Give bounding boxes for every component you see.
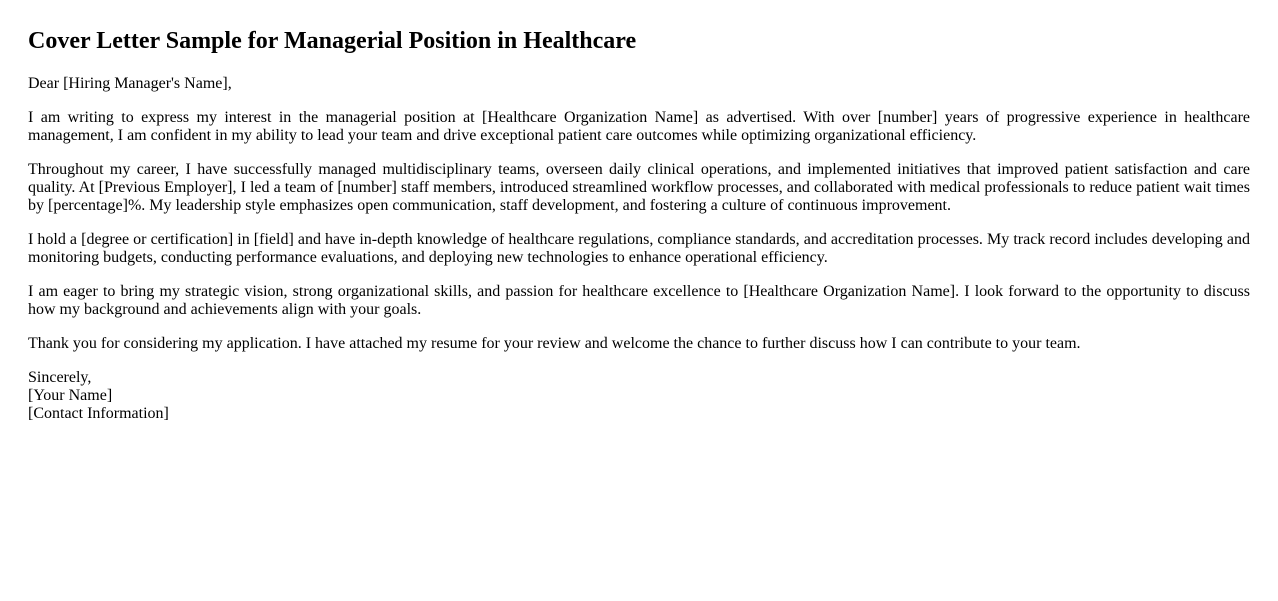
- letter-paragraph-qualifications: I hold a [degree or certification] in [field] and have in-depth knowledge of healthcare regulations, compliance standards, and accreditation processes. My track record includes developing and monitoring budgets, conducting performance evaluations, and deploying new technologies to enhance operational efficiency.: [28, 231, 1250, 266]
- closing-signoff: Sincerely,: [28, 369, 92, 386]
- letter-closing: [28, 369, 1250, 423]
- closing-contact: [Contact Information]: [28, 405, 169, 422]
- letter-paragraph-thanks: Thank you for considering my application. I have attached my resume for your review and welcome the chance to further discuss how I can contribute to your team.: [28, 335, 1081, 352]
- letter-paragraph-experience: Throughout my career, I have successfully managed multidisciplinary teams, overseen daily clinical operations, and implemented initiatives that improved patient satisfaction and care quality. At [Previous Employer], I led a team of [number] staff members, introduced streamlined workflow processes, and collaborated with medical professionals to reduce patient wait times by [percentage]%. My leadership style emphasizes open communication, staff development, and fostering a culture of continuous improvement.: [28, 161, 1250, 214]
- letter-paragraph-motivation: I am eager to bring my strategic vision, strong organizational skills, and passion for healthcare excellence to [Healthcare Organization Name]. I look forward to the opportunity to discuss how my background and achievements align with your goals.: [28, 283, 1250, 318]
- letter-greeting: Dear [Hiring Manager's Name],: [28, 75, 232, 92]
- closing-name: [Your Name]: [28, 387, 113, 404]
- page-title: Cover Letter Sample for Managerial Position in Healthcare: [28, 28, 637, 54]
- letter-paragraph-intro: I am writing to express my interest in the managerial position at [Healthcare Organization Name] as advertised. With over [number] years of progressive experience in healthcare management, I am confident in my ability to lead your team and drive exceptional patient care outcomes while optimizing organizational efficiency.: [28, 109, 1250, 144]
